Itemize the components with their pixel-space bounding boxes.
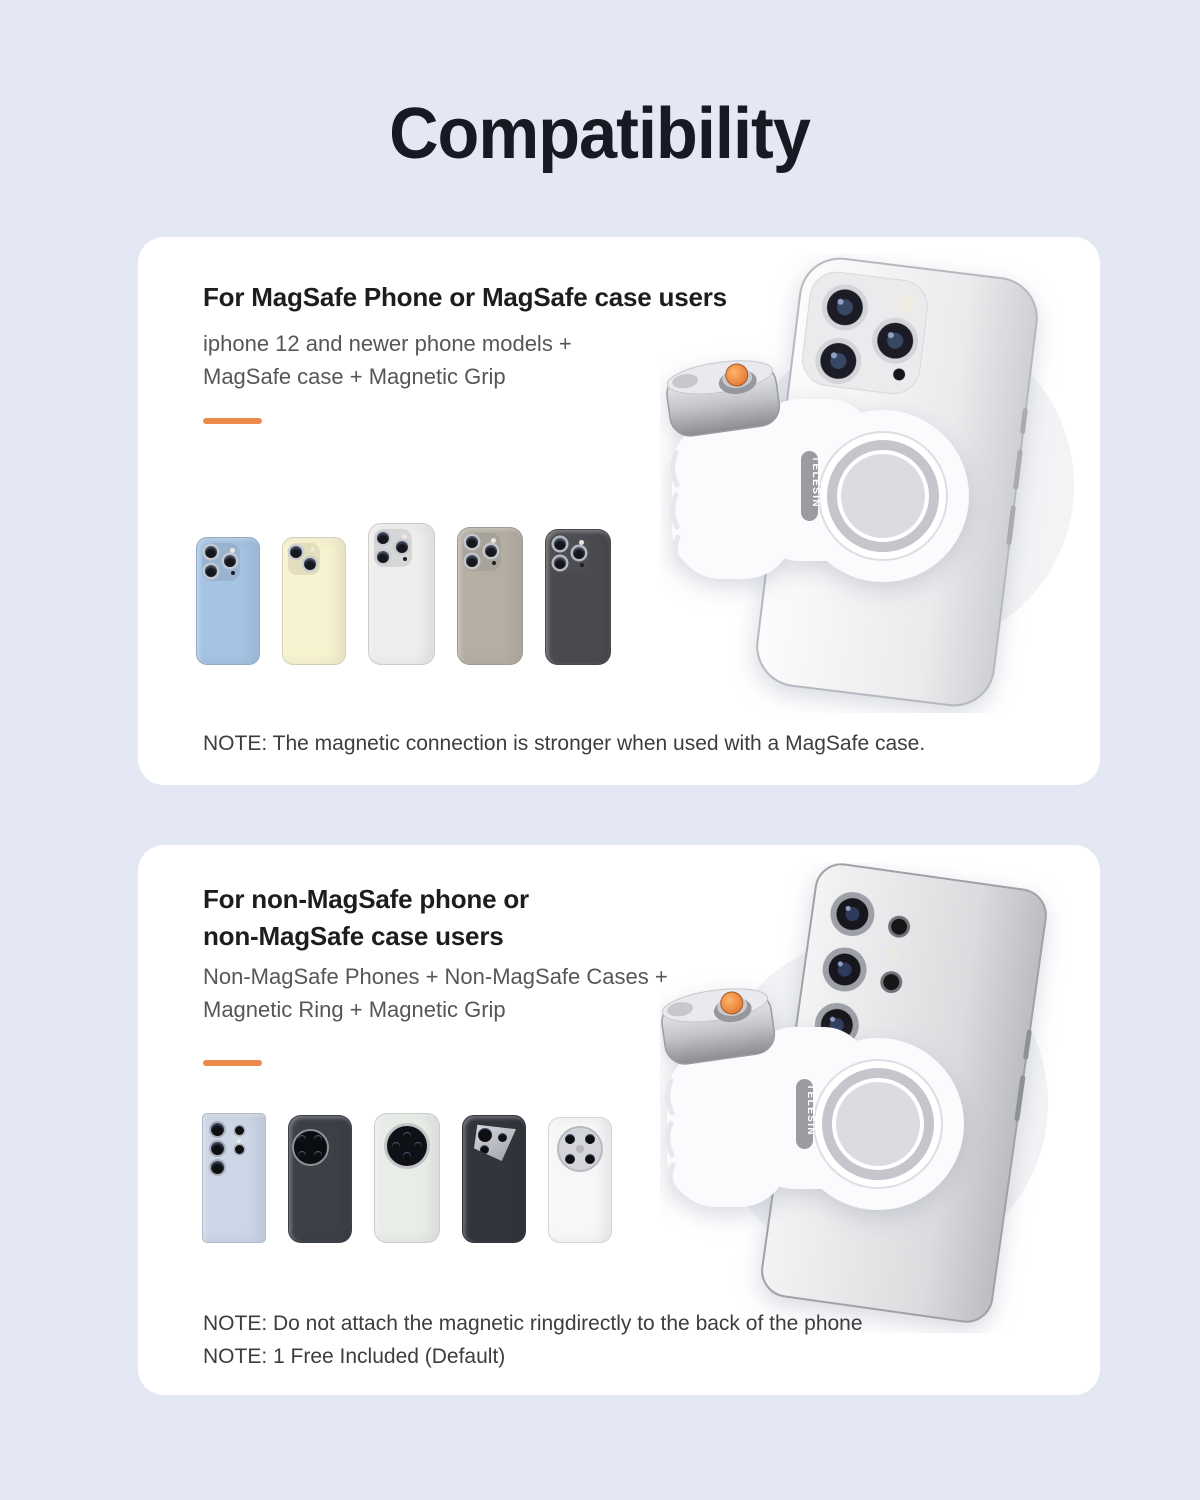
magnetic-ring <box>819 432 947 560</box>
grip-on-iphone-illustration <box>660 253 1100 713</box>
camera-module <box>551 535 589 573</box>
card2-heading: For non-MagSafe phone or non-MagSafe case users <box>203 884 529 951</box>
camera-module <box>292 1129 329 1166</box>
card1-heading: For MagSafe Phone or MagSafe case users <box>203 282 727 312</box>
non-magsafe-compatibility-card <box>138 845 1100 1395</box>
magsafe-phones-row <box>196 523 611 665</box>
iphone-13-pro-sierra-blue-icon <box>196 537 260 665</box>
grip-top-cap <box>660 983 777 1067</box>
magsafe-product-photo <box>660 253 1100 713</box>
magsafe-compatibility-card <box>138 237 1100 785</box>
camera-module <box>202 543 240 581</box>
telesin-label: TELESIN <box>805 1084 816 1137</box>
non-magsafe-product-photo <box>660 863 1100 1333</box>
android-dark-left-circle-camera-icon <box>288 1115 352 1243</box>
card2-subtitle: Non-MagSafe Phones + Non-MagSafe Cases + Magnetic Ring + Magnetic Grip <box>203 964 668 1022</box>
iphone-15-pro-silver-icon <box>368 523 435 665</box>
accent-divider <box>203 418 262 424</box>
card2-notes: NOTE: Do not attach the magnetic ringdirectly to the back of the phone NOTE: 1 Free Included (Default) <box>203 1312 863 1368</box>
camera-module <box>463 533 501 571</box>
android-dark-triangle-camera-icon <box>462 1115 526 1243</box>
accent-divider <box>203 1060 262 1066</box>
camera-module <box>288 543 320 575</box>
card1-subtitle: iphone 12 and newer phone models + MagSafe case + Magnetic Grip <box>203 331 572 389</box>
camera-module <box>384 1123 430 1169</box>
iphone-15-pro-black-titanium-icon <box>545 529 611 665</box>
brand-pill <box>796 1079 816 1149</box>
brand-pill <box>801 451 821 521</box>
android-white-round-camera-icon <box>548 1117 612 1243</box>
android-white-large-circle-camera-icon <box>374 1113 440 1243</box>
page-title: Compatibility <box>389 94 811 174</box>
telesin-label: TELESIN <box>810 456 821 509</box>
magnetic-ring <box>814 1060 942 1188</box>
card1-note: NOTE: The magnetic connection is stronger when used with a MagSafe case. <box>203 732 926 755</box>
grip-on-android-illustration <box>660 863 1100 1333</box>
iphone-15-yellow-icon <box>282 537 346 665</box>
camera-module <box>374 529 412 567</box>
non-magsafe-phones-row <box>202 1113 612 1243</box>
camera-module <box>557 1126 603 1172</box>
grip-top-cap <box>663 355 782 439</box>
camera-module <box>474 1124 516 1161</box>
iphone-15-pro-natural-titanium-icon <box>457 527 523 665</box>
galaxy-ultra-light-blue-icon <box>202 1113 266 1243</box>
iphone-camera-module <box>799 269 930 397</box>
